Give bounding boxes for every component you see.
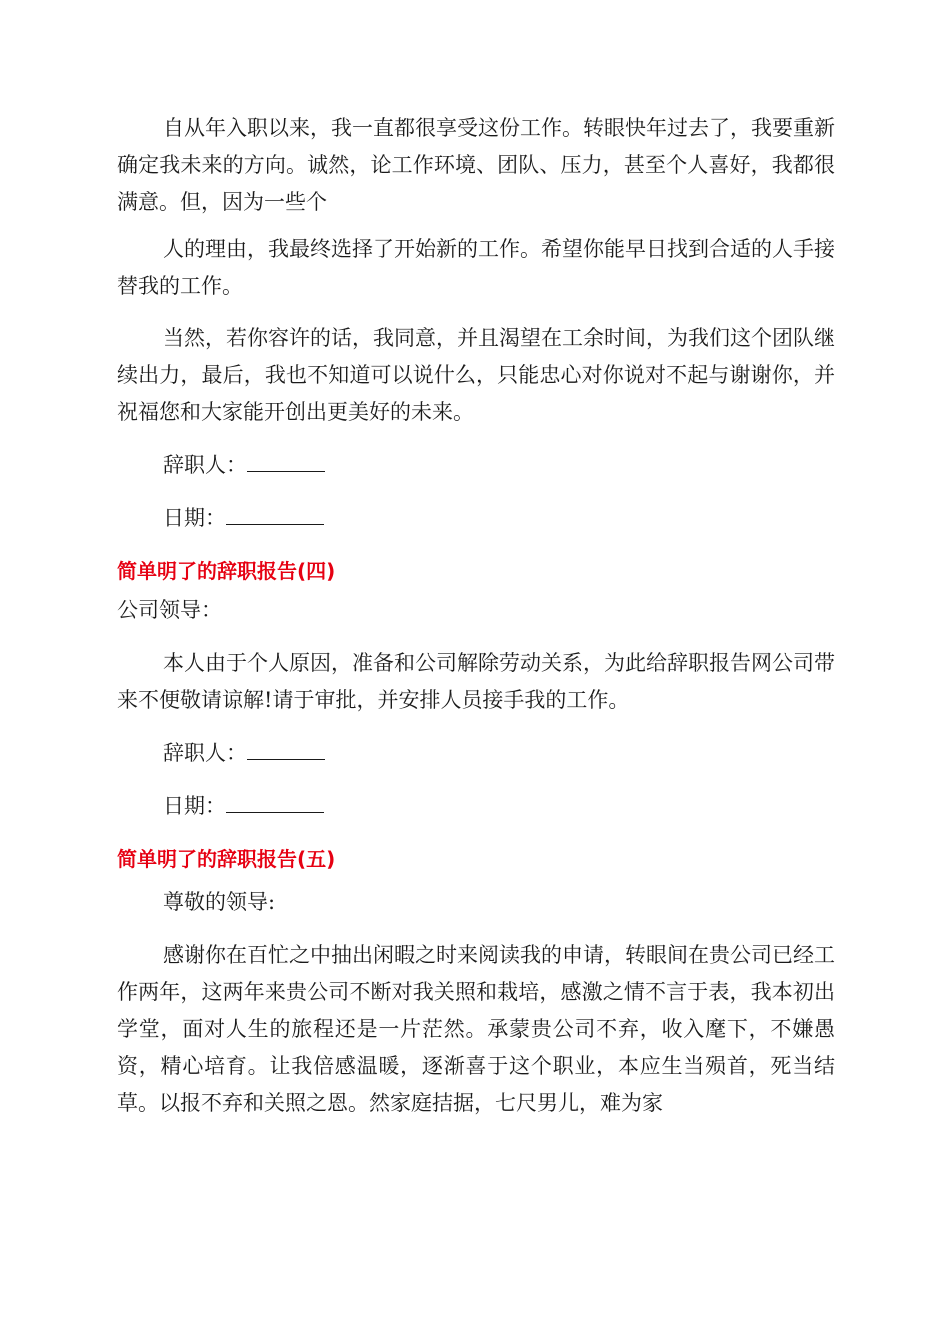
- body-paragraph: 人的理由，我最终选择了开始新的工作。希望你能早日找到合适的人手接替我的工作。: [117, 237, 835, 298]
- body-paragraph: 感谢你在百忙之中抽出闲暇之时来阅读我的申请，转眼间在贵公司已经工作两年，这两年来贵公司不断对我关照和栽培，感激之情不言于表，我本初出学堂，面对人生的旅程还是一片茫然。承蒙贵公司不弃，收入麾下，不嫌愚资，精心培育。让我倍感温暖，逐渐喜于这个职业，本应生当殒首，死当结草。以报不弃和关照之恩。然家庭拮据，七尺男儿，难为家: [117, 943, 835, 1115]
- date-line: [117, 500, 835, 537]
- date-blank: [226, 792, 324, 813]
- resigner-line: [117, 447, 835, 484]
- body-paragraph: 自从年入职以来，我一直都很享受这份工作。转眼快年过去了，我要重新确定我未来的方向。诚然，论工作环境、团队、压力，甚至个人喜好，我都很满意。但，因为一些个: [117, 116, 835, 214]
- resigner-line: [117, 735, 835, 772]
- section-heading: 简单明了的辞职报告(五): [117, 847, 336, 871]
- body-paragraph: 当然，若你容许的话，我同意，并且渴望在工余时间，为我们这个团队继续出力，最后，我也不知道可以说什么，只能忠心对你说对不起与谢谢你，并祝福您和大家能开创出更美好的未来。: [117, 326, 835, 424]
- resigner-label: 辞职人：: [163, 453, 247, 477]
- date-label: 日期：: [163, 794, 226, 818]
- resigner-blank: [247, 451, 325, 472]
- date-blank: [226, 504, 324, 525]
- body-paragraph: 本人由于个人原因，准备和公司解除劳动关系，为此给辞职报告网公司带来不便敬请谅解!请于审批，并安排人员接手我的工作。: [117, 651, 835, 712]
- section-heading: 简单明了的辞职报告(四): [117, 559, 336, 583]
- date-line: [117, 788, 835, 825]
- document-page: [117, 110, 835, 1122]
- resigner-blank: [247, 739, 325, 760]
- date-label: 日期：: [163, 506, 226, 530]
- resigner-label: 辞职人：: [163, 741, 247, 765]
- salutation: 公司领导：: [117, 598, 222, 622]
- salutation: 尊敬的领导:: [163, 890, 276, 914]
